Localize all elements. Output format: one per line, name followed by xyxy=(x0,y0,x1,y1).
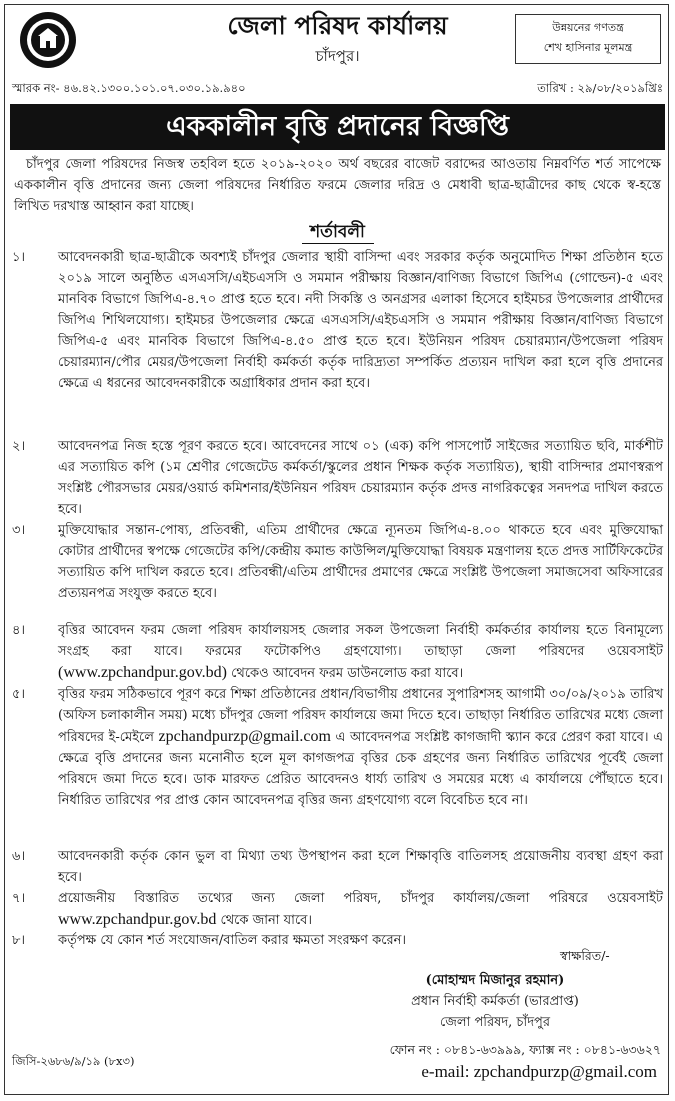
condition-text-pre: বৃত্তির ফরম সঠিকভাবে পূরণ করে শিক্ষা প্রতিষ্ঠানের প্রধান/বিভাগীয় প্রধানের সুপারিশসহ আগামী ৩০/০৯/২০১৯ তারিখ (অফিস চলাকালীন সময়) মধ্যে চাঁদপুর জেলা পরিষদ কার্যালয়ে জমা দিতে হবে। তাছাড়া নির্ধারিত তারিখের মধ্যে জেলা পরিষদের ই-মেইলে xyxy=(58,687,663,745)
condition-text: মুক্তিযোদ্ধার সন্তান-পোষ্য, প্রতিবন্ধী, এতিম প্রার্থীদের ক্ষেত্রে ন্যূনতম জিপিএ-৪.০০ থাকতে হবে এবং মুক্তিযোদ্ধা কোটার প্রার্থীদের স্বপক্ষে গেজেটের কপি/কেন্দ্রীয় কমান্ড কাউন্সিল/মুক্তিযোদ্ধা বিষয়ক মন্ত্রণালয় হতে প্রদত্ত সার্টিফিকেটের সত্যায়িত কপি দাখিল করতে হবে। প্রতিবন্ধী/এতিম প্রার্থীদের প্রমাণের ক্ষেত্রে সংশ্লিষ্ট উপজেলা সমাজসেবা অফিসারের প্রত্যয়নপত্র সংযুক্ত করতে হবে। xyxy=(58,523,663,601)
website-link[interactable]: (www.zpchandpur.gov.bd) xyxy=(58,664,227,681)
condition-text xyxy=(58,620,663,684)
memo-date: তারিখ : ২৯/০৮/২০১৯খ্রিঃ xyxy=(537,81,663,95)
signatory-name: (মোহাম্মদ মিজানুর রহমান) xyxy=(425,973,565,988)
condition-item xyxy=(12,846,663,888)
condition-text: আবেদনপত্র নিজ হস্তে পূরণ করতে হবে। আবেদনের সাথে ০১ (এক) কপি পাসপোর্ট সাইজের সত্যায়িত ছবি, মার্কশীট এর সত্যায়িত কপি (১ম শ্রেণীর গেজেটেড কর্মকর্তা/স্কুলের প্রধান শিক্ষক কর্তৃক সত্যায়িত), স্থায়ী বাসিন্দার প্রমাণস্বরূপ সংশ্লিষ্ট পৌরসভার মেয়র/ওয়ার্ড কমিশনার/ইউনিয়ন পরিষদ চেয়ারম্যান কর্তৃক প্রদত্ত নাগরিকত্বের সনদপত্র দাখিল করতে হবে। xyxy=(58,439,663,517)
reference-code: জিসি-২৬৮৬/৯/১৯ (৮x৩) xyxy=(12,1054,135,1068)
notice-title: এককালীন বৃত্তি প্রদানের বিজ্ঞপ্তি xyxy=(10,104,665,150)
contact-phone-fax: ফোন নং : ০৮৪১-৬৩৯৯৯, ফ্যাক্স নং : ০৮৪১-৬৩৬২৭ xyxy=(389,1042,661,1057)
condition-number: ১। xyxy=(12,250,26,265)
memo-number: স্মারক নং- ৪৬.৪২.১৩০০.১০১.০৭.০৩০.১৯.৯৪০ xyxy=(12,81,246,95)
condition-item xyxy=(12,684,663,811)
condition-text: আবেদনকারী ছাত্র-ছাত্রীকে অবশ্যই চাঁদপুর জেলার স্থায়ী বাসিন্দা এবং সরকার কর্তৃক অনুমোদিত শিক্ষা প্রতিষ্ঠান হতে ২০১৯ সালে অনুষ্ঠিত এসএসসি/এইচএসসি ও সমমান পরীক্ষায় বিজ্ঞান/বাণিজ্য বিভাগে জিপিএ (গোল্ডেন)-৫ এবং মানবিক বিভাগে জিপিএ-৪.৭০ প্রাপ্ত হতে হবে। নদী সিকস্তি ও অনগ্রসর এলাকা হিসেবে হাইমচর উপজেলার প্রার্থীদের জিপিএ শিথিলযোগ্য। হাইমচর উপজেলার ক্ষেত্রে এসএসসি/এইচএসসি ও সমমান পরীক্ষায় বিজ্ঞান/বাণিজ্য বিভাগে জিপিএ-৫ এবং মানবিক বিভাগে জিপিএ-৪.৫০ প্রাপ্ত হতে হবে। ইউনিয়ন পরিষদ চেয়ারম্যান/উপজেলা পরিষদ চেয়ারম্যান/পৌর মেয়র/উপজেলা নির্বাহী কর্মকর্তা কর্তৃক দারিদ্র্যতা সম্পর্কিত প্রত্যয়ন দাখিল করা হলে বৃত্তি প্রদানের ক্ষেত্রে এ ধরনের আবেদনকারীকে অগ্রাধিকার প্রদান করা হবে। xyxy=(58,250,663,391)
condition-number: ৬। xyxy=(12,849,26,864)
condition-item xyxy=(12,436,663,520)
signature-block xyxy=(330,954,660,1033)
motto-line-1: উন্নয়নের গণতন্ত্র xyxy=(552,21,624,34)
condition-text-post: থেকে জানা যাবে। xyxy=(216,913,313,928)
signatory-office: জেলা পরিষদ, চাঁদপুর xyxy=(439,1015,551,1030)
heading-underline xyxy=(302,243,374,244)
signed-mark: স্বাক্ষরিত/- xyxy=(560,948,610,963)
condition-text-post: থেকেও আবেদন ফরম ডাউনলোড করা যাবে। xyxy=(227,666,464,681)
email-link[interactable]: zpchandpurzp@gmail.com xyxy=(158,728,331,745)
condition-number: ৪। xyxy=(12,623,26,638)
condition-text: আবেদনকারী কর্তৃক কোন ভুল বা মিথ্যা তথ্য উপস্থাপন করা হলে শিক্ষাবৃত্তি বাতিলসহ প্রয়োজনীয় ব্যবস্থা গ্রহণ করা হবে। xyxy=(58,849,663,885)
motto-line-2: শেখ হাসিনার মূলমন্ত্র xyxy=(543,41,633,54)
condition-number: ২। xyxy=(12,439,26,454)
condition-number: ৩। xyxy=(12,523,26,538)
condition-item xyxy=(12,888,663,931)
condition-number: ৭। xyxy=(12,891,26,906)
condition-text xyxy=(58,684,663,811)
contact-email[interactable]: e-mail: zpchandpurzp@gmail.com xyxy=(421,1062,657,1081)
condition-item xyxy=(12,247,663,394)
conditions-heading: শর্তাবলী xyxy=(310,222,365,242)
office-name: জেলা পরিষদ কার্যালয় xyxy=(227,11,448,40)
condition-text-pre: প্রয়োজনীয় বিস্তারিত তথ্যের জন্য জেলা পরিষদ, চাঁদপুর কার্যালয়/জেলা পরিষরে ওয়েবসাইট xyxy=(58,891,663,906)
condition-text xyxy=(58,888,663,931)
condition-text-post: এ আবেদনপত্র সংশ্লিষ্ট কাগজাদী স্ক্যান করে প্রেরণ করা যাবে। এ ক্ষেত্রে বৃত্তি প্রদানের জন্য মনোনীত হলে মূল কাগজপত্র বৃত্তির চেক গ্রহণের জন্য নির্ধারিত তারিখের পূর্বেই জেলা পরিষদে জমা দিতে হবে। ডাক মারফত প্রেরিত আবেদনও ধার্য্য তারিখ ও সময়ের মধ্যে এ কার্যালয়ে পৌঁছাতে হবে। নির্ধারিত তারিখের পর প্রাপ্ত কোন আবেদনপত্র বৃত্তির জন্য গ্রহণযোগ্য বলে বিবেচিত হবে না। xyxy=(58,730,663,808)
website-link[interactable]: www.zpchandpur.gov.bd xyxy=(58,911,217,928)
condition-item xyxy=(12,620,663,684)
condition-item xyxy=(12,520,663,604)
motto-box xyxy=(515,14,661,64)
signatory-designation: প্রধান নির্বাহী কর্মকর্তা (ভারপ্রাপ্ত) xyxy=(411,994,579,1009)
office-location: চাঁদপুর। xyxy=(315,47,360,65)
condition-text-pre: বৃত্তির আবেদন ফরম জেলা পরিষদ কার্যালয়সহ জেলার সকল উপজেলা নির্বাহী কর্মকর্তার কার্যালয় হতে বিনামূল্যে সংগ্রহ করা যাবে। ফরমের ফটোকপিও গ্রহণযোগ্য। তাছাড়া জেলা পরিষদের ওয়েবসাইট xyxy=(58,623,663,659)
condition-number: ৮। xyxy=(12,933,26,948)
intro-paragraph: চাঁদপুর জেলা পরিষদের নিজস্ব তহবিল হতে ২০১৯-২০২০ অর্থ বছরের বাজেট বরাদ্দের আওতায় নিম্নবর্ণিত শর্ত সাপেক্ষে এককালীন বৃত্তি প্রদানের জন্য জেলা পরিষদের নির্ধারিত ফরমে জেলার দরিদ্র ও মেধাবী ছাত্র-ছাত্রীদের কাছ থেকে স্ব-হস্তে লিখিত দরখাস্ত আহ্বান করা যাচ্ছে। xyxy=(14,157,661,214)
condition-text: কর্তৃপক্ষ যে কোন শর্ত সংযোজন/বাতিল করার ক্ষমতা সংরক্ষণ করেন। xyxy=(58,933,407,948)
condition-number: ৫। xyxy=(12,687,26,702)
